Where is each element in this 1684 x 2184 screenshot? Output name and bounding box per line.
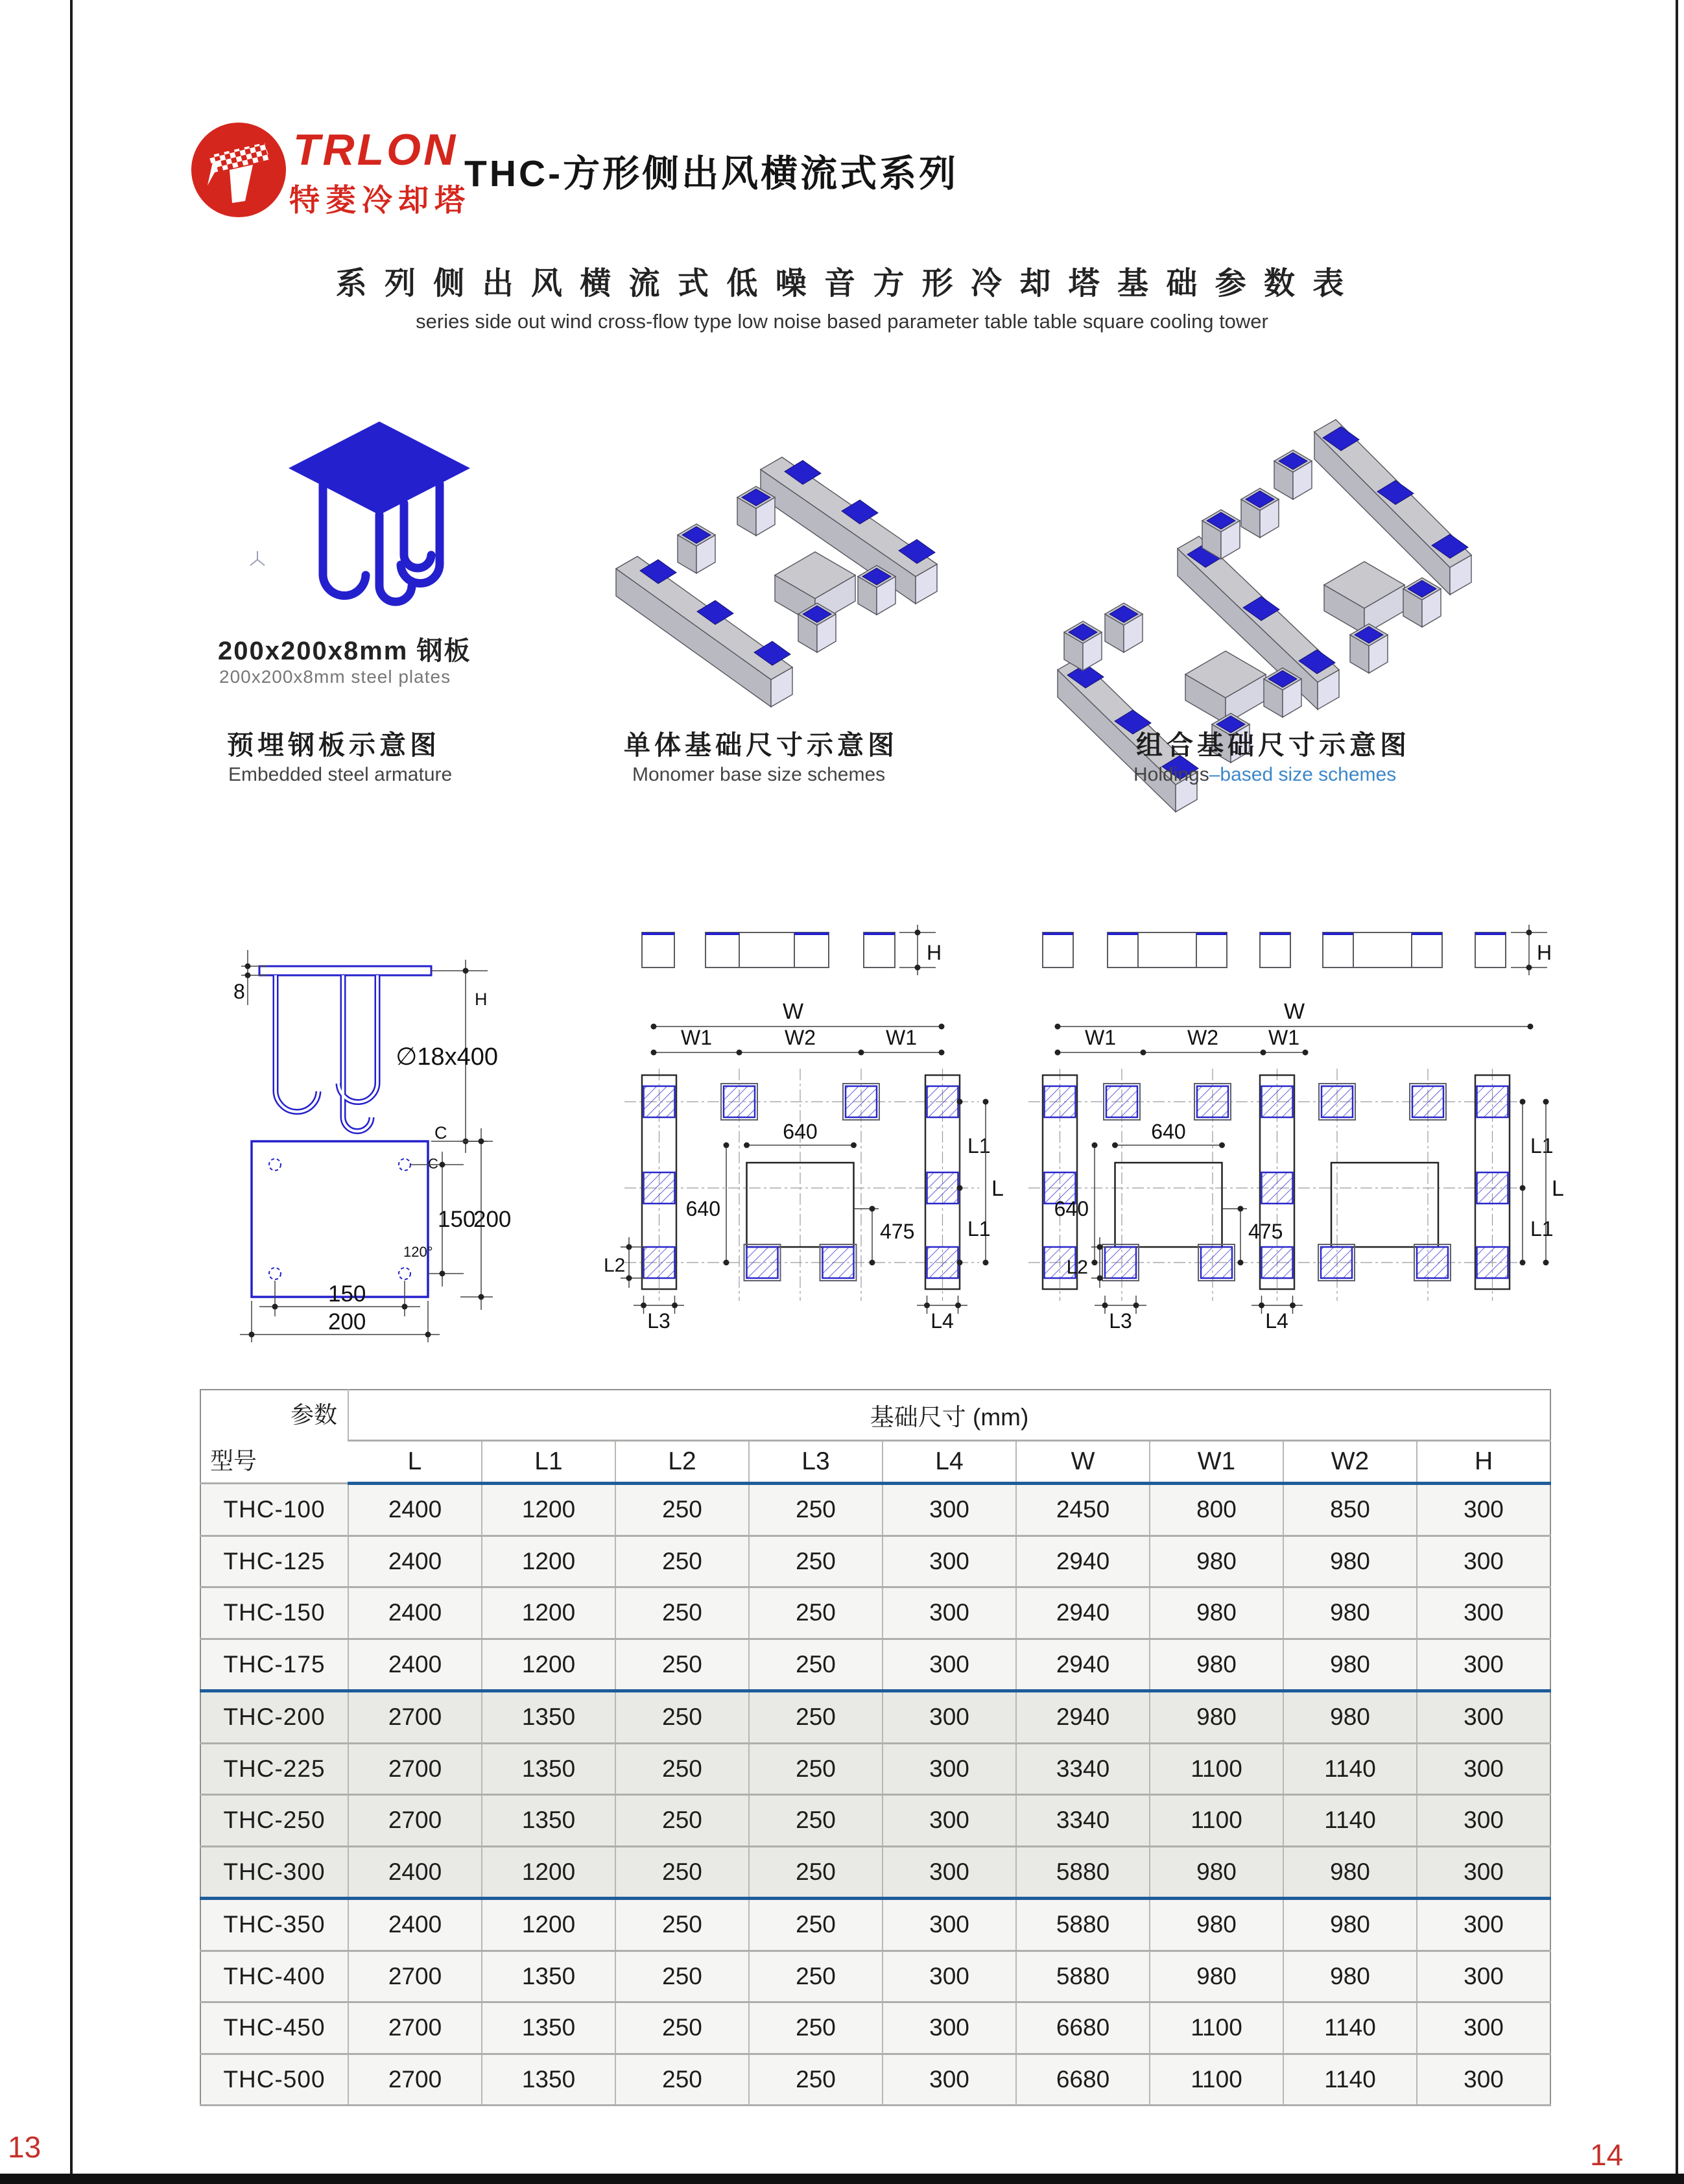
value-cell: 1140 — [1283, 2054, 1417, 2106]
value-cell: 300 — [1417, 1639, 1550, 1691]
value-cell: 300 — [1417, 1536, 1550, 1587]
caption-monomer-cn: 单体基础尺寸示意图 — [624, 730, 898, 760]
model-cell: THC-300 — [200, 1846, 348, 1899]
value-cell: 250 — [749, 1846, 883, 1899]
value-cell: 250 — [615, 1639, 749, 1691]
value-cell: 2940 — [1016, 1691, 1150, 1744]
base-parameter-table — [200, 1389, 1551, 2106]
model-cell: THC-150 — [200, 1587, 348, 1639]
model-cell: THC-175 — [200, 1639, 348, 1691]
value-cell: 250 — [749, 1536, 883, 1587]
value-cell: 3340 — [1016, 1743, 1150, 1795]
value-cell: 300 — [883, 1639, 1016, 1691]
value-cell: 250 — [749, 1795, 883, 1847]
page-number-right: 14 — [1590, 2138, 1624, 2172]
value-cell: 250 — [615, 1743, 749, 1795]
value-cell: 250 — [749, 2002, 883, 2054]
table-header-row-1 — [200, 1390, 1550, 1441]
value-cell: 2400 — [348, 1484, 482, 1536]
value-cell: 1350 — [482, 2002, 615, 2054]
page-border-bottom — [0, 2174, 1684, 2184]
value-cell: 2700 — [348, 1691, 482, 1744]
value-cell: 300 — [883, 1536, 1016, 1587]
table-row — [200, 1691, 1550, 1744]
dim-W1b: W1 — [886, 1026, 917, 1049]
value-cell: 300 — [883, 1587, 1016, 1639]
value-cell: 300 — [883, 1899, 1016, 1951]
caption-monomer-en: Monomer base size schemes — [632, 764, 886, 785]
model-cell: THC-500 — [200, 2054, 348, 2106]
value-cell: 2940 — [1016, 1587, 1150, 1639]
value-cell: 5880 — [1016, 1899, 1150, 1951]
value-cell: 300 — [883, 1484, 1016, 1536]
table-header-row-2 — [200, 1441, 1550, 1484]
table-row — [200, 1846, 1550, 1899]
dim-L1b: L1 — [967, 1217, 991, 1240]
corner-label-top: 参数 — [290, 1401, 337, 1428]
caption-combined-en-prefix: Holdings — [1133, 764, 1209, 785]
dim-L: L — [991, 1176, 1004, 1201]
dim-W1-2b: W1 — [1268, 1026, 1299, 1049]
value-cell: 850 — [1283, 1484, 1417, 1536]
value-cell: 250 — [615, 1899, 749, 1951]
value-cell: 300 — [883, 1743, 1016, 1795]
value-cell: 2940 — [1016, 1639, 1150, 1691]
value-cell: 980 — [1283, 1639, 1417, 1691]
dim-angle: 120° — [403, 1244, 433, 1260]
model-cell: THC-250 — [200, 1795, 348, 1847]
dim-200-bottom: 200 — [328, 1309, 366, 1335]
value-cell: 2700 — [348, 1951, 482, 2002]
table-row — [200, 2054, 1550, 2106]
dim-L-2: L — [1552, 1176, 1564, 1201]
dim-475-2: 475 — [1248, 1220, 1283, 1243]
dim-H2: H — [1537, 941, 1552, 964]
plate-drawing — [214, 927, 512, 1349]
value-cell: 5880 — [1016, 1951, 1150, 2002]
page-number-left: 13 — [8, 2130, 42, 2164]
value-cell: 300 — [883, 2002, 1016, 2054]
value-cell: 1350 — [482, 1743, 615, 1795]
value-cell: 2700 — [348, 2054, 482, 2106]
value-cell: 1100 — [1150, 2054, 1283, 2106]
col-header: L3 — [749, 1441, 883, 1484]
dim-L2: L2 — [604, 1255, 626, 1276]
value-cell: 250 — [749, 2054, 883, 2106]
value-cell: 250 — [749, 1484, 883, 1536]
plate-size-label-en: 200x200x8mm steel plates — [219, 667, 451, 687]
value-cell: 1140 — [1283, 1795, 1417, 1847]
table-row — [200, 1795, 1550, 1847]
subtitle-en: series side out wind cross-flow type low noise based parameter table table square cooling tower — [416, 310, 1268, 333]
value-cell: 2700 — [348, 1795, 482, 1847]
value-cell: 300 — [883, 1846, 1016, 1899]
combined-plan-drawing — [1004, 881, 1564, 1335]
col-header: W — [1016, 1441, 1150, 1484]
value-cell: 3340 — [1016, 1795, 1150, 1847]
value-cell: 250 — [615, 2054, 749, 2106]
col-header: L1 — [482, 1441, 615, 1484]
caption-embedded-cn: 预埋钢板示意图 — [227, 730, 440, 760]
value-cell: 250 — [615, 2002, 749, 2054]
value-cell: 300 — [883, 1795, 1016, 1847]
model-cell: THC-400 — [200, 1951, 348, 2002]
value-cell: 2450 — [1016, 1484, 1150, 1536]
hole-label-2: C — [428, 1156, 438, 1172]
value-cell: 2400 — [348, 1536, 482, 1587]
value-cell: 1100 — [1150, 1795, 1283, 1847]
value-cell: 1200 — [482, 1587, 615, 1639]
model-cell: THC-125 — [200, 1536, 348, 1587]
table-body — [200, 1484, 1550, 2106]
table-row — [200, 2002, 1550, 2054]
dim-plate-H: H — [475, 990, 488, 1009]
caption-combined-en — [1133, 764, 1396, 786]
brand-logo-icon — [189, 121, 288, 219]
col-header: L — [348, 1441, 482, 1484]
col-header: H — [1417, 1441, 1550, 1484]
value-cell: 250 — [615, 1484, 749, 1536]
group-header-cell: 基础尺寸 (mm) — [348, 1390, 1550, 1441]
model-cell: THC-100 — [200, 1484, 348, 1536]
value-cell: 980 — [1150, 1536, 1283, 1587]
col-header: L2 — [615, 1441, 749, 1484]
dim-640-v2: 640 — [1054, 1197, 1089, 1220]
value-cell: 1200 — [482, 1846, 615, 1899]
value-cell: 1350 — [482, 1691, 615, 1744]
table-row — [200, 1743, 1550, 1795]
dim-200-side: 200 — [473, 1207, 512, 1232]
value-cell: 300 — [883, 1951, 1016, 2002]
dim-W1: W1 — [681, 1026, 712, 1049]
dim-640-h: 640 — [783, 1120, 818, 1143]
value-cell: 250 — [615, 1846, 749, 1899]
value-cell: 250 — [615, 1951, 749, 2002]
value-cell: 5880 — [1016, 1846, 1150, 1899]
subtitle-cn: 系 列 侧 出 风 横 流 式 低 噪 音 方 形 冷 却 塔 基 础 参 数 表 — [335, 267, 1349, 301]
dim-W1-2: W1 — [1085, 1026, 1116, 1049]
brand-name: TRLON — [293, 125, 458, 174]
value-cell: 980 — [1283, 1899, 1417, 1951]
value-cell: 2700 — [348, 1743, 482, 1795]
value-cell: 980 — [1150, 1639, 1283, 1691]
value-cell: 1200 — [482, 1484, 615, 1536]
dim-L2-2: L2 — [1066, 1257, 1088, 1278]
value-cell: 1200 — [482, 1536, 615, 1587]
dim-640-v: 640 — [685, 1197, 720, 1220]
value-cell: 980 — [1283, 1536, 1417, 1587]
dim-L1-2: L1 — [1530, 1134, 1554, 1157]
value-cell: 1350 — [482, 2054, 615, 2106]
value-cell: 250 — [615, 1691, 749, 1744]
value-cell: 980 — [1150, 1899, 1283, 1951]
value-cell: 300 — [1417, 1951, 1550, 2002]
value-cell: 300 — [1417, 1484, 1550, 1536]
value-cell: 300 — [883, 1691, 1016, 1744]
table-row — [200, 1951, 1550, 2002]
value-cell: 2400 — [348, 1587, 482, 1639]
value-cell: 1200 — [482, 1639, 615, 1691]
dim-150-side: 150 — [438, 1207, 476, 1232]
value-cell: 250 — [615, 1536, 749, 1587]
value-cell: 300 — [883, 2054, 1016, 2106]
value-cell: 300 — [1417, 1587, 1550, 1639]
model-cell: THC-200 — [200, 1691, 348, 1744]
dim-W-2: W — [1283, 999, 1305, 1024]
monomer-iso-figure — [610, 379, 982, 684]
dim-W2: W2 — [785, 1026, 816, 1049]
dim-W: W — [782, 999, 804, 1024]
value-cell: 980 — [1150, 1846, 1283, 1899]
page-title: THC-方形侧出风横流式系列 — [464, 153, 959, 195]
value-cell: 300 — [1417, 1846, 1550, 1899]
dim-L1-2b: L1 — [1530, 1217, 1554, 1240]
value-cell: 980 — [1150, 1587, 1283, 1639]
table-row — [200, 1536, 1550, 1587]
caption-combined-cn: 组合基础尺寸示意图 — [1136, 730, 1410, 760]
dim-W2-2: W2 — [1187, 1026, 1218, 1049]
axis-mark-icon — [248, 550, 267, 569]
value-cell: 250 — [749, 1951, 883, 2002]
corner-cell — [200, 1390, 348, 1484]
value-cell: 980 — [1150, 1951, 1283, 2002]
dim-640-h2: 640 — [1151, 1120, 1186, 1143]
value-cell: 300 — [1417, 1795, 1550, 1847]
col-header: W1 — [1150, 1441, 1283, 1484]
hole-label: C — [434, 1123, 447, 1143]
value-cell: 300 — [1417, 2054, 1550, 2106]
value-cell: 800 — [1150, 1484, 1283, 1536]
dim-475: 475 — [880, 1220, 915, 1243]
value-cell: 2940 — [1016, 1536, 1150, 1587]
value-cell: 980 — [1150, 1691, 1283, 1744]
value-cell: 300 — [1417, 1743, 1550, 1795]
dim-150-bottom: 150 — [328, 1281, 366, 1307]
value-cell: 980 — [1283, 1587, 1417, 1639]
value-cell: 250 — [615, 1795, 749, 1847]
value-cell: 6680 — [1016, 2002, 1150, 2054]
value-cell: 2400 — [348, 1639, 482, 1691]
steel-plate-icon — [279, 412, 480, 620]
dim-L3-2: L3 — [1109, 1309, 1132, 1333]
value-cell: 2400 — [348, 1899, 482, 1951]
value-cell: 300 — [1417, 2002, 1550, 2054]
value-cell: 1200 — [482, 1899, 615, 1951]
value-cell: 1350 — [482, 1951, 615, 2002]
value-cell: 1100 — [1150, 2002, 1283, 2054]
model-cell: THC-350 — [200, 1899, 348, 1951]
table-row — [200, 1484, 1550, 1536]
caption-combined-en-link: –based size schemes — [1209, 764, 1397, 785]
dim-L4: L4 — [931, 1309, 954, 1333]
col-header: W2 — [1283, 1441, 1417, 1484]
table-row — [200, 1587, 1550, 1639]
monomer-plan-drawing — [600, 881, 1002, 1335]
value-cell: 980 — [1283, 1951, 1417, 2002]
plate-size-label: 200x200x8mm 钢板 — [218, 637, 471, 665]
value-cell: 6680 — [1016, 2054, 1150, 2106]
table-row — [200, 1639, 1550, 1691]
col-header: L4 — [883, 1441, 1016, 1484]
dim-plate-thickness: 8 — [233, 980, 245, 1003]
value-cell: 300 — [1417, 1899, 1550, 1951]
corner-label-bottom: 型号 — [210, 1447, 257, 1474]
value-cell: 250 — [749, 1639, 883, 1691]
value-cell: 250 — [749, 1899, 883, 1951]
value-cell: 1350 — [482, 1795, 615, 1847]
value-cell: 250 — [749, 1691, 883, 1744]
value-cell: 1100 — [1150, 1743, 1283, 1795]
value-cell: 980 — [1283, 1846, 1417, 1899]
caption-embedded-en: Embedded steel armature — [228, 764, 453, 785]
value-cell: 250 — [749, 1587, 883, 1639]
dim-L3: L3 — [647, 1309, 670, 1333]
value-cell: 980 — [1283, 1691, 1417, 1744]
dim-L4-2: L4 — [1265, 1309, 1288, 1333]
value-cell: 1140 — [1283, 2002, 1417, 2054]
value-cell: 2400 — [348, 1846, 482, 1899]
value-cell: 300 — [1417, 1691, 1550, 1744]
brand-name-cn: 特菱冷却塔 — [289, 183, 471, 217]
value-cell: 1140 — [1283, 1743, 1417, 1795]
value-cell: 2700 — [348, 2002, 482, 2054]
model-cell: THC-225 — [200, 1743, 348, 1795]
dim-L1: L1 — [967, 1134, 991, 1157]
value-cell: 250 — [749, 1743, 883, 1795]
value-cell: 250 — [615, 1587, 749, 1639]
table-row — [200, 1899, 1550, 1951]
dim-H: H — [927, 941, 942, 964]
model-cell: THC-450 — [200, 2002, 348, 2054]
anchor-spec-label: ∅18x400 — [396, 1043, 498, 1071]
